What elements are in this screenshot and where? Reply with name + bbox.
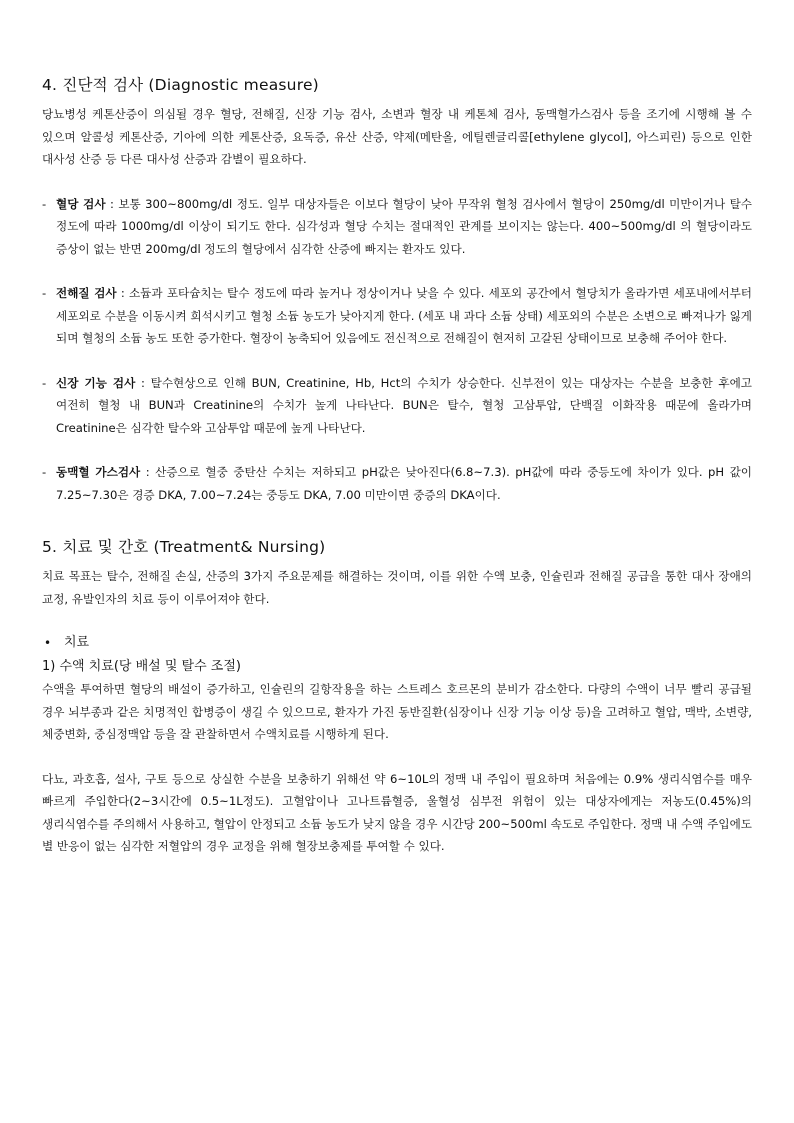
item-term: 전해질 검사	[56, 286, 117, 300]
bullet-dot-icon: •	[44, 636, 52, 650]
fluid-therapy-paragraph-2: 다뇨, 과호흡, 설사, 구토 등으로 상실한 수분을 보충하기 위해선 약 6~10L의 정맥 내 주입이 필요하며 처음에는 0.9% 생리식염수를 매우 빠르게 주입한다(2~3시간에 0.5~1L정도). 고혈압이나 고나트륨혈증, 울혈성 심부전 위험이 있는 대상자에게는 저농도(0.45%)의 생리식염수를 주의해서 사용하고, 혈압이 안정되고 소듐 농도가 낮지 않을 경우 시간당 200~500ml 속도로 주입한다. 정맥 내 수액 주입에도 별 반응이 없는 심각한 저혈압의 경우 교정을 위해 혈장보충제를 투여할 수 있다.	[42, 771, 752, 853]
fluid-therapy-paragraph-1: 수액을 투여하면 혈당의 배설이 증가하고, 인슐린의 길항작용을 하는 스트레스 호르몬의 분비가 감소한다. 다량의 수액이 너무 빨리 공급될 경우 뇌부종과 같은 치명적인 합병증이 생길 수 있으므로, 환자가 가진 동반질환(심장이나 신장 기능 이상 등)을 고려하고 혈압, 맥박, 소변량, 체중변화, 중심정맥압 등을 잘 관찰하면서 수액치료를 시행하게 된다.	[42, 682, 752, 741]
diagnostic-item-electrolytes	[42, 282, 752, 350]
item-text: : 산증으로 혈중 중탄산 수치는 저하되고 pH값은 낮아진다(6.8~7.3). pH값에 따라 중등도에 차이가 있다. pH 값이 7.25~7.30은 경증 DKA, 7.00~7.24는 중등도 DKA, 7.00 미만이면 중증의 DKA이다.	[56, 465, 752, 502]
diagnostic-item-arterial-blood-gas	[42, 461, 752, 506]
section-5-heading: 5. 치료 및 간호 (Treatment& Nursing)	[42, 538, 326, 556]
item-text: : 탈수현상으로 인해 BUN, Creatinine, Hb, Hct의 수치가 상승한다. 신부전이 있는 대상자는 수분을 보충한 후에고 여전히 혈청 내 BUN과 Creatinine의 수치가 높게 나타난다. BUN은 탈수, 혈청 고삼투압, 단백질 이화작용 때문에 올라가며 Creatinine은 심각한 탈수와 고삼투압 때문에 높게 나타난다.	[56, 375, 752, 435]
item-term: 신장 기능 검사	[56, 375, 136, 390]
item-text: : 소듐과 포타슘치는 탈수 정도에 따라 높거나 정상이거나 낮을 수 있다. 세포외 공간에서 혈당치가 올라가면 세포내에서부터 세포외로 수분을 이동시켜 희석시키고 혈청 소듐 농도가 낮아지게 한다. (세포 내 과다 소듐 상태) 세포외의 수분은 소변으로 빠져나가 잃게 되며 혈청의 소듐 농도 또한 증가한다. 혈장이 농축되어 있음에도 전신적으로 전해질이 현저히 고갈된 상태이므로 보충해 주어야 한다.	[56, 286, 752, 345]
item-term: 혈당 검사	[56, 196, 106, 211]
list-dash: -	[42, 286, 47, 300]
section-5-intro: 치료 목표는 탈수, 전해질 손실, 산증의 3가지 주요문제를 해결하는 것이며, 이를 위한 수액 보충, 인슐린과 전해질 공급을 통한 대사 장애의 교정, 유발인자의 치료 등이 이루어져야 한다.	[42, 569, 752, 606]
item-text: : 보통 300~800mg/dl 정도. 일부 대상자들은 이보다 혈당이 낮아 무작위 혈청 검사에서 혈당이 250mg/dl 미만이거나 탈수 정도에 따라 1000mg/dl 이상이 되기도 한다. 심각성과 혈당 수치는 절대적인 관계를 보이지는 않는다. 400~500mg/dl 의 혈당이라도 증상이 없는 반면 200mg/dl 정도의 혈당에서 심각한 산증에 빠지는 환자도 있다.	[56, 196, 752, 256]
bullet-treatment	[42, 632, 752, 654]
section-4-intro: 당뇨병성 케톤산증이 의심될 경우 혈당, 전해질, 신장 기능 검사, 소변과 혈장 내 케톤체 검사, 동맥혈가스검사 등을 조기에 시행해 볼 수 있으며 알콜성 케톤산증, 기아에 의한 케톤산증, 요독증, 유산 산증, 약제(메탄올, 에틸렌글리콜[ethylene glycol], 아스피린) 등으로 인한 대사성 산증 등 다른 대사성 산증과 감별이 필요하다.	[42, 107, 752, 166]
document-page	[42, 74, 752, 858]
item-term: 동맥혈 가스검사	[56, 465, 141, 479]
diagnostic-item-renal-function	[42, 372, 752, 440]
subsection-heading: 1) 수액 치료(당 배설 및 탈수 조절)	[42, 659, 241, 674]
list-dash: -	[42, 196, 47, 211]
list-dash: -	[42, 465, 47, 479]
list-dash: -	[42, 375, 47, 390]
diagnostic-item-blood-glucose	[42, 193, 752, 261]
bullet-label: 치료	[64, 635, 90, 650]
section-4-heading: 4. 진단적 검사 (Diagnostic measure)	[42, 76, 319, 94]
